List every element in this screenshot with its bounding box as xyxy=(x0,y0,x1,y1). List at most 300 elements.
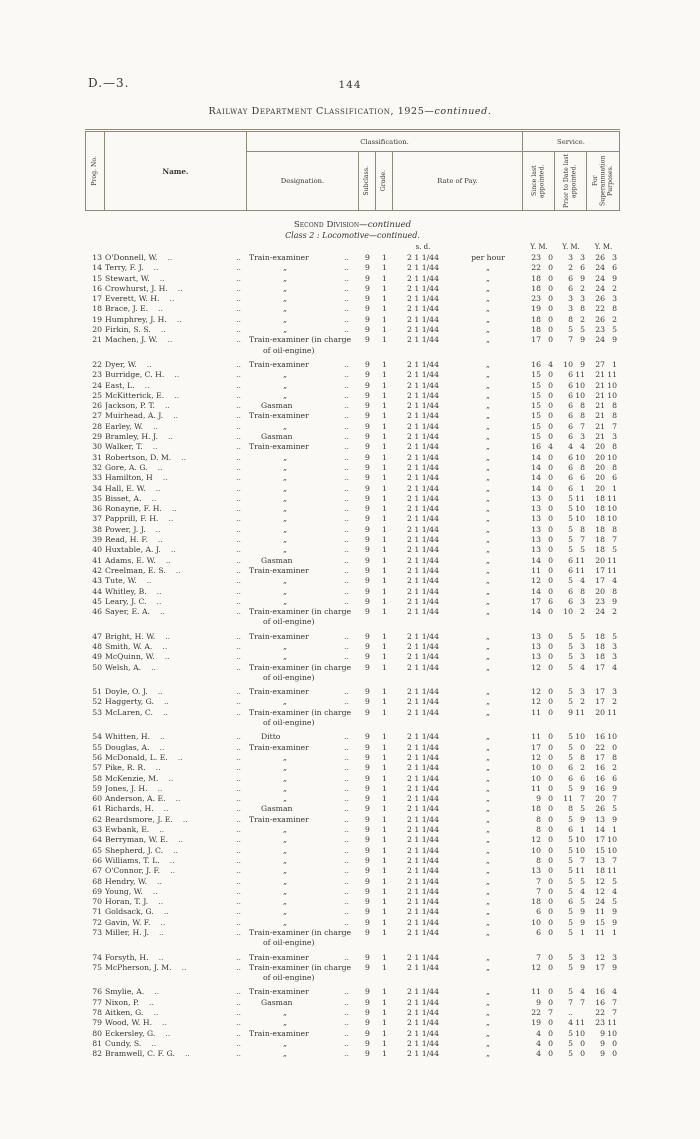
table-row xyxy=(85,494,620,504)
subclass-value: 9 xyxy=(365,1018,370,1028)
designation: „ .. xyxy=(283,917,349,927)
table-row xyxy=(85,587,620,597)
service-prior: 6 10 xyxy=(568,452,585,462)
ditto-mark: „ xyxy=(283,855,287,865)
service-superannuation: 17 4 xyxy=(595,576,617,586)
table-row xyxy=(85,422,620,432)
employee-name: Sayer, E. A. .. .. xyxy=(105,607,241,617)
table-row xyxy=(85,381,620,391)
designation: Gasman .. xyxy=(261,432,349,442)
designation: Train-examiner (in charge of oil-engine) xyxy=(249,962,352,983)
prog-no: 69 xyxy=(92,886,102,896)
prog-no: 49 xyxy=(92,652,102,662)
grade-value: 1 xyxy=(382,304,387,314)
service-superannuation: 20 6 xyxy=(595,473,617,483)
grade-value: 1 xyxy=(382,442,387,452)
service-units-super: Y. M. xyxy=(594,243,613,251)
service-since: 9 0 xyxy=(536,794,553,804)
grade-value: 1 xyxy=(382,545,387,555)
designation: „ .. xyxy=(283,452,349,462)
designation: „ .. xyxy=(283,825,349,835)
service-since: 10 0 xyxy=(531,845,553,855)
grade-value: 1 xyxy=(382,987,387,997)
col-header-classification: Classification. xyxy=(247,132,523,152)
prog-no: 26 xyxy=(92,401,102,411)
rate-of-pay-value: 2 1 1/44 „ xyxy=(407,1028,490,1038)
service-prior: 4 11 xyxy=(568,1018,585,1028)
designation: „ .. xyxy=(283,304,349,314)
table-row xyxy=(85,687,620,697)
ditto-mark: „ xyxy=(283,641,287,651)
prog-no: 21 xyxy=(92,335,102,345)
ditto-mark: „ xyxy=(283,1049,287,1059)
table-row xyxy=(85,846,620,856)
ditto-mark: „ xyxy=(283,524,287,534)
table-row xyxy=(85,708,620,729)
service-prior: 6 11 xyxy=(568,565,585,575)
table-row xyxy=(85,897,620,907)
grade-value: 1 xyxy=(382,586,387,596)
prog-no: 67 xyxy=(92,866,102,876)
employee-name: Bright, H. W. .. .. xyxy=(105,631,241,641)
prog-no: 43 xyxy=(92,576,102,586)
service-prior: 6 1 xyxy=(568,825,585,835)
table-row xyxy=(85,284,620,294)
ditto-mark: „ xyxy=(283,273,287,283)
employee-name: McKenzie, M. .. .. xyxy=(105,773,241,783)
service-superannuation: 18 10 xyxy=(595,504,617,514)
grade-value: 1 xyxy=(382,794,387,804)
grade-value: 1 xyxy=(382,314,387,324)
service-superannuation: 26 2 xyxy=(595,314,617,324)
ditto-mark: „ xyxy=(283,473,287,483)
table-row xyxy=(85,928,620,949)
prog-no: 58 xyxy=(92,773,102,783)
subclass-value: 9 xyxy=(365,652,370,662)
grade-value: 1 xyxy=(382,687,387,697)
rate-of-pay-value: 2 1 1/44 „ xyxy=(407,370,490,380)
subclass-value: 9 xyxy=(365,335,370,345)
table-row xyxy=(85,274,620,284)
ditto-mark: „ xyxy=(283,421,287,431)
employee-name: Adams, E. W. .. .. xyxy=(105,555,241,565)
rate-of-pay-value: 2 1 1/44 „ xyxy=(407,886,490,896)
service-superannuation: 18 3 xyxy=(595,652,617,662)
employee-name: Brace, J. E. .. .. xyxy=(105,304,241,314)
employee-name: Read, H. F. .. .. xyxy=(105,535,241,545)
service-since: 16 4 xyxy=(531,359,553,369)
subclass-value: 9 xyxy=(365,462,370,472)
subclass-value: 9 xyxy=(365,952,370,962)
grade-value: 1 xyxy=(382,825,387,835)
employee-name: McKitterick, E. .. .. xyxy=(105,390,241,400)
prog-no: 18 xyxy=(92,304,102,314)
service-prior: 5 9 xyxy=(568,962,585,972)
ditto-mark: „ xyxy=(283,304,287,314)
service-superannuation: 17 4 xyxy=(595,662,617,672)
service-prior: 5 5 xyxy=(568,876,585,886)
employee-name: Ronayne, F. H. .. .. xyxy=(105,504,241,514)
service-since: 13 0 xyxy=(531,545,553,555)
service-prior: 3 3 xyxy=(568,294,585,304)
col-header-superannuation: For Superannuation Purposes. xyxy=(587,152,620,210)
service-superannuation: 18 8 xyxy=(595,524,617,534)
service-prior: 3 8 xyxy=(568,304,585,314)
rate-of-pay-value: 2 1 1/44 „ xyxy=(407,555,490,565)
subclass-value: 9 xyxy=(365,473,370,483)
employee-name: Jackson, P. T. .. .. xyxy=(105,401,241,411)
ditto-mark: „ xyxy=(283,763,287,773)
service-prior: 5 1 xyxy=(568,928,585,937)
rate-of-pay-value: 2 1 1/44 „ xyxy=(407,804,490,814)
subclass-value: 9 xyxy=(365,586,370,596)
prog-no: 60 xyxy=(92,794,102,804)
subclass-value: 9 xyxy=(365,1038,370,1048)
table-row xyxy=(85,856,620,866)
employee-name: Jones, J. H. .. .. xyxy=(105,783,241,793)
table-row xyxy=(85,253,620,263)
service-superannuation: 24 6 xyxy=(595,263,617,273)
grade-value: 1 xyxy=(382,641,387,651)
service-units-prior: Y. M. xyxy=(562,243,580,251)
designation: „ .. xyxy=(283,1008,349,1018)
service-since: 12 0 xyxy=(531,835,553,845)
designation: Gasman .. xyxy=(261,555,349,565)
designation: Train-examiner .. xyxy=(249,1028,349,1038)
rate-of-pay-value: 2 1 1/44 „ xyxy=(407,962,490,972)
ditto-mark: „ xyxy=(283,452,287,462)
service-prior: 5 11 xyxy=(568,493,585,503)
service-prior: .. xyxy=(568,1008,573,1018)
prog-no: 33 xyxy=(92,473,102,483)
service-prior: 6 3 xyxy=(568,596,585,606)
subclass-value: 9 xyxy=(365,804,370,814)
subclass-value: 9 xyxy=(365,370,370,380)
rate-of-pay-value: 2 1 1/44 „ xyxy=(407,442,490,452)
service-superannuation: 12 3 xyxy=(595,952,617,962)
rate-of-pay-value: 2 1 1/44 „ xyxy=(407,359,490,369)
employee-name: McDonald, L. E. .. .. xyxy=(105,752,241,762)
grade-value: 1 xyxy=(382,565,387,575)
designation: „ .. xyxy=(283,897,349,907)
table-row xyxy=(85,998,620,1008)
subclass-value: 9 xyxy=(365,876,370,886)
service-prior: 6 8 xyxy=(568,401,585,411)
designation: Train-examiner (in charge of oil-engine) xyxy=(249,607,352,627)
grade-value: 1 xyxy=(382,1028,387,1038)
service-prior: 5 4 xyxy=(568,662,585,672)
employee-name: Leary, J. C. .. .. xyxy=(105,596,241,606)
subclass-value: 9 xyxy=(365,452,370,462)
service-since: 4 0 xyxy=(536,1038,553,1048)
service-superannuation: 9 0 xyxy=(600,1038,617,1048)
service-superannuation: 20 1 xyxy=(595,483,617,493)
service-since: 4 0 xyxy=(536,1028,553,1038)
service-prior: 11 7 xyxy=(563,794,585,804)
service-prior: 7 9 xyxy=(568,335,585,345)
subclass-value: 9 xyxy=(365,845,370,855)
employee-name: Pike, R. R. .. .. xyxy=(105,763,241,773)
designation: Train-examiner .. xyxy=(249,411,349,421)
service-prior: 5 5 xyxy=(568,631,585,641)
prog-no: 52 xyxy=(92,697,102,707)
service-since: 13 0 xyxy=(531,535,553,545)
prog-no: 17 xyxy=(92,294,102,304)
subclass-value: 9 xyxy=(365,555,370,565)
table-row xyxy=(85,556,620,566)
service-since: 8 0 xyxy=(536,825,553,835)
ditto-mark: „ xyxy=(283,1008,287,1018)
employee-name: Whitley, B. .. .. xyxy=(105,586,241,596)
service-since: 14 0 xyxy=(531,586,553,596)
employee-name: Hendry, W. .. .. xyxy=(105,876,241,886)
service-superannuation: 9 0 xyxy=(600,1049,617,1059)
prog-no: 77 xyxy=(92,997,102,1007)
prog-no: 55 xyxy=(92,742,102,752)
table-row xyxy=(85,877,620,887)
prog-no: 73 xyxy=(92,928,102,937)
ditto-mark: „ xyxy=(283,697,287,707)
grade-value: 1 xyxy=(382,876,387,886)
rate-of-pay-value: 2 1 1/44 „ xyxy=(407,283,490,293)
ditto-mark: „ xyxy=(283,907,287,917)
subclass-value: 9 xyxy=(365,325,370,335)
prog-no: 32 xyxy=(92,462,102,472)
employee-name: Bramwell, C. F. G. .. .. xyxy=(105,1049,241,1059)
pay-units: s. d. xyxy=(415,243,431,251)
service-prior: 6 3 xyxy=(568,432,585,442)
prog-no: 40 xyxy=(92,545,102,555)
service-since: 7 0 xyxy=(536,886,553,896)
designation: Train-examiner .. xyxy=(249,359,349,369)
rate-of-pay-value: 2 1 1/44 „ xyxy=(407,687,490,697)
prog-no: 36 xyxy=(92,504,102,514)
designation: „ .. xyxy=(283,473,349,483)
service-superannuation: 26 3 xyxy=(595,294,617,304)
ditto-mark: „ xyxy=(283,514,287,524)
rate-of-pay-value: 2 1 1/44 „ xyxy=(407,607,490,617)
grade-value: 1 xyxy=(382,662,387,672)
service-prior: 5 3 xyxy=(568,641,585,651)
employee-name: Gavin, W. F. .. .. xyxy=(105,917,241,927)
prog-no: 59 xyxy=(92,783,102,793)
grade-value: 1 xyxy=(382,335,387,345)
subclass-value: 9 xyxy=(365,794,370,804)
designation: Train-examiner .. xyxy=(249,442,349,452)
page-title xyxy=(0,106,700,117)
service-superannuation: 20 8 xyxy=(595,442,617,452)
service-prior: 9 11 xyxy=(568,707,585,717)
service-superannuation: 24 9 xyxy=(595,335,617,345)
rate-of-pay-value: 2 1 1/44 „ xyxy=(407,535,490,545)
designation: Train-examiner (in charge of oil-engine) xyxy=(249,928,352,948)
service-prior: 5 4 xyxy=(568,886,585,896)
ditto-mark: „ xyxy=(283,380,287,390)
service-prior: 6 11 xyxy=(568,370,585,380)
ditto-mark: „ xyxy=(283,866,287,876)
grade-value: 1 xyxy=(382,263,387,273)
service-superannuation: 22 0 xyxy=(595,742,617,752)
table-row xyxy=(85,743,620,753)
employee-name: Terry, F. J. .. .. xyxy=(105,263,241,273)
service-since: 18 0 xyxy=(531,283,553,293)
service-prior: 5 4 xyxy=(568,576,585,586)
prog-no: 80 xyxy=(92,1028,102,1038)
employee-name: Crowhurst, J. H. .. .. xyxy=(105,283,241,293)
subclass-value: 9 xyxy=(365,545,370,555)
employee-name: Berryman, W. E. .. .. xyxy=(105,835,241,845)
grade-value: 1 xyxy=(382,452,387,462)
service-since: 10 0 xyxy=(531,773,553,783)
prog-no: 25 xyxy=(92,390,102,400)
designation: „ .. xyxy=(283,535,349,545)
rate-of-pay-value: 2 1 1/44 „ xyxy=(407,732,490,742)
table-row xyxy=(85,642,620,652)
subclass-value: 9 xyxy=(365,390,370,400)
service-since: 19 0 xyxy=(531,304,553,314)
col-header-designation: Designation. xyxy=(247,152,359,210)
prog-no: 48 xyxy=(92,641,102,651)
designation: „ .. xyxy=(283,576,349,586)
grade-value: 1 xyxy=(382,432,387,442)
employee-name: Tute, W. .. .. xyxy=(105,576,241,586)
service-since: 12 0 xyxy=(531,662,553,672)
rate-of-pay-value: 2 1 1/44 „ xyxy=(407,742,490,752)
service-superannuation: 22 8 xyxy=(595,304,617,314)
service-since: 15 0 xyxy=(531,390,553,400)
service-superannuation: 16 10 xyxy=(595,732,617,742)
rate-of-pay-value: 2 1 1/44 „ xyxy=(407,707,490,717)
service-since: 15 0 xyxy=(531,370,553,380)
rate-of-pay-value: 2 1 1/44 „ xyxy=(407,565,490,575)
service-superannuation: 24 2 xyxy=(595,283,617,293)
subclass-value: 9 xyxy=(365,662,370,672)
designation: „ .. xyxy=(283,263,349,273)
col-header-grade: Grade. xyxy=(376,152,393,210)
employee-name: Muirhead, A. J. .. .. xyxy=(105,411,241,421)
service-superannuation: 21 10 xyxy=(595,380,617,390)
table-row xyxy=(85,525,620,535)
subclass-value: 9 xyxy=(365,928,370,937)
grade-value: 1 xyxy=(382,783,387,793)
grade-value: 1 xyxy=(382,359,387,369)
service-since: 7 0 xyxy=(536,876,553,886)
rate-of-pay-value: 2 1 1/44 „ xyxy=(407,421,490,431)
table-row xyxy=(85,401,620,411)
service-since: 11 0 xyxy=(531,707,553,717)
subclass-value: 9 xyxy=(365,411,370,421)
prog-no: 24 xyxy=(92,380,102,390)
designation: Gasman .. xyxy=(261,804,349,814)
prog-no: 13 xyxy=(92,253,102,262)
grade-value: 1 xyxy=(382,917,387,927)
service-since: 23 0 xyxy=(531,253,553,262)
service-superannuation: 17 8 xyxy=(595,752,617,762)
col-header-prior-to-date: Prior to Date last appointed. xyxy=(555,152,587,210)
service-since: 6 0 xyxy=(536,928,553,937)
rate-of-pay-value: 2 1 1/44 „ xyxy=(407,401,490,411)
rate-of-pay-value: 2 1 1/44 „ xyxy=(407,596,490,606)
designation: Train-examiner .. xyxy=(249,631,349,641)
table-header xyxy=(85,129,620,211)
designation: Gasman .. xyxy=(261,997,349,1007)
subclass-value: 9 xyxy=(365,962,370,972)
service-superannuation: 20 11 xyxy=(595,707,617,717)
service-prior: 5 11 xyxy=(568,866,585,876)
table-row xyxy=(85,815,620,825)
designation: „ .. xyxy=(283,907,349,917)
subclass-value: 9 xyxy=(365,707,370,717)
service-prior: 3 3 xyxy=(568,253,585,262)
subclass-value: 9 xyxy=(365,283,370,293)
grade-value: 1 xyxy=(382,504,387,514)
table-row xyxy=(85,697,620,707)
ditto-mark: „ xyxy=(283,897,287,907)
rate-of-pay-value: 2 1 1/44 „ xyxy=(407,473,490,483)
subclass-value: 9 xyxy=(365,607,370,617)
service-since: 12 0 xyxy=(531,752,553,762)
grade-value: 1 xyxy=(382,473,387,483)
table-row xyxy=(85,545,620,555)
employee-name: Cundy, S. .. .. xyxy=(105,1038,241,1048)
service-prior: 6 10 xyxy=(568,390,585,400)
designation: „ .. xyxy=(283,855,349,865)
table-row xyxy=(85,304,620,314)
service-prior: 6 8 xyxy=(568,586,585,596)
designation: „ .. xyxy=(283,273,349,283)
employee-name: Earley, W. .. .. xyxy=(105,421,241,431)
designation: Train-examiner (in charge of oil-engine) xyxy=(249,707,352,728)
service-prior: 5 10 xyxy=(568,514,585,524)
service-since: 9 0 xyxy=(536,997,553,1007)
rate-of-pay-value: 2 1 1/44 „ xyxy=(407,432,490,442)
ditto-mark: „ xyxy=(283,314,287,324)
service-since: 16 4 xyxy=(531,442,553,452)
table-row xyxy=(85,1029,620,1039)
ditto-mark: „ xyxy=(283,1038,287,1048)
service-prior: 2 6 xyxy=(568,263,585,273)
employee-name: Firkin, S. S. .. .. xyxy=(105,325,241,335)
rate-of-pay-value: 2 1 1/44 „ xyxy=(407,304,490,314)
employee-name: Smith, W. A. .. .. xyxy=(105,641,241,651)
prog-no: 29 xyxy=(92,432,102,442)
service-since: 13 0 xyxy=(531,641,553,651)
employee-name: Haggerty, G. .. .. xyxy=(105,697,241,707)
rate-of-pay-value: 2 1 1/44 „ xyxy=(407,335,490,345)
designation: „ .. xyxy=(283,462,349,472)
grade-value: 1 xyxy=(382,652,387,662)
service-since: 17 0 xyxy=(531,335,553,345)
prog-no: 61 xyxy=(92,804,102,814)
service-superannuation: 21 10 xyxy=(595,390,617,400)
prog-no: 62 xyxy=(92,814,102,824)
service-superannuation: 13 9 xyxy=(595,814,617,824)
prog-no: 72 xyxy=(92,917,102,927)
grade-value: 1 xyxy=(382,845,387,855)
prog-no: 19 xyxy=(92,314,102,324)
employee-name: Douglas, A. .. .. xyxy=(105,742,241,752)
service-since: 23 0 xyxy=(531,294,553,304)
service-since: 18 0 xyxy=(531,325,553,335)
service-superannuation: 17 10 xyxy=(595,835,617,845)
ditto-mark: „ xyxy=(283,493,287,503)
subclass-value: 9 xyxy=(365,565,370,575)
service-prior: 5 5 xyxy=(568,545,585,555)
employee-name: Gore, A. G. .. .. xyxy=(105,462,241,472)
subclass-value: 9 xyxy=(365,421,370,431)
prog-no: 54 xyxy=(92,732,102,742)
subclass-value: 9 xyxy=(365,596,370,606)
